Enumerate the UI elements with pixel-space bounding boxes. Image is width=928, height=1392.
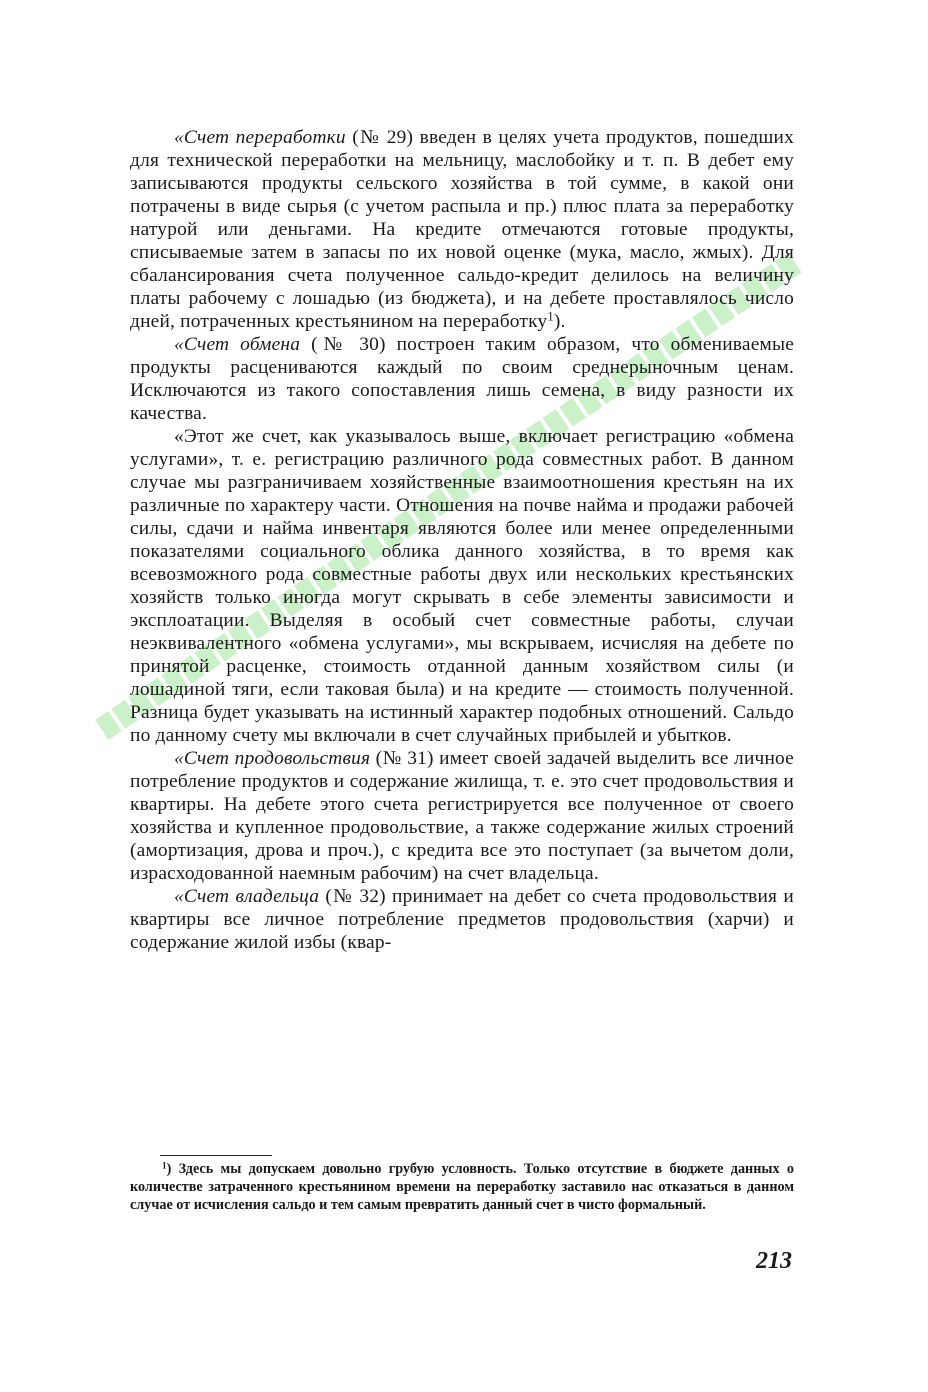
paragraph-text: (№ 32) принимает на дебет со счета продовольствия и квартиры все личное потребление предметов продовольствия (харчи) и содержание жилой избы (квар-: [130, 886, 794, 953]
paragraph-text: «Этот же счет, как указывалось выше, включает регистрацию «обмена услугами», т. е. регистрацию различного рода совместных работ. В данном случае мы разграничиваем хозяйственные взаимоотношения крестьян на их различные по характеру части. Отношения на почве найма и продажи рабочей силы, сдачи и найма инвентаря являются более или менее определенными показателями социального облика данного хозяйства, в то время как всевозможного рода совместные работы двух или нескольких крестьянских хозяйств только иногда могут скрывать в себе элементы зависимости и эксплоатации. Выделяя в особый счет совместные работы, случаи неэквивалентного «обмена услугами», мы вскрываем, исчисляя на дебете по принятой расценке, стоимость отданной данным хозяйством силы (и лошадиной тяги, если таковая была) и на кредите — стоимость полученной. Разница будет указывать на истинный характер подобных отношений. Сальдо по данному счету мы включали в счет случайных прибылей и убытков.: [130, 426, 794, 746]
account-title: «Счет переработки: [174, 127, 346, 148]
paragraph-tail: ).: [553, 311, 566, 332]
paragraph-food-account: [130, 747, 794, 885]
footnote-divider: [160, 1155, 272, 1156]
footnote-text: ) Здесь мы допускаем довольно грубую условность. Только отсутствие в бюджете данных о количестве затраченного крестьянином времени на переработку заставило нас отказаться в данном случае от исчисления сальдо и тем самым превратить данный счет в чисто формальный.: [130, 1161, 794, 1213]
account-title: «Счет обмена: [174, 334, 301, 355]
footnote-reference: 1: [547, 309, 554, 324]
account-title: «Счет владельца: [174, 886, 320, 907]
page-number: 213: [756, 1248, 792, 1274]
paragraph-owner-account: [130, 885, 794, 954]
paragraph-text: (№ 30) построен таким образом, что обмениваемые продукты расцениваются каждый по своим среднерыночным ценам. Исключаются из такого сопоставления лишь семена, в виду разности их качества.: [130, 334, 795, 424]
paragraph-text: (№ 31) имеет своей задачей выделить все личное потребление продуктов и содержание жилища, т. е. это счет продовольствия и квартиры. На дебете этого счета регистрируется все полученное от своего хозяйства и купленное продовольствие, а также содержание жилых строений (амортизация, дрова и проч.), с кредита все это поступает (за вычетом доли, израсходованной наемным рабочим) на счет владельца.: [130, 748, 794, 884]
footnote: [130, 1160, 794, 1214]
account-title: «Счет продовольствия: [174, 748, 371, 769]
paragraph-services-exchange: [130, 425, 794, 747]
paragraph-exchange-account: [130, 333, 794, 425]
footnote-mark: 1: [162, 1160, 167, 1171]
paragraph-text: (№ 29) введен в целях учета продуктов, пошедших для технической переработки на мельницу, маслобойку и т. п. В дебет ему записываются продукты сельского хозяйства в той сумме, в какой они потрачены в виде сырья (с учетом распыла и пр.) плюс плата за переработку натурой или деньгами. На кредите отмечаются готовые продукты, списываемые затем в запасы по их новой оценке (мука, масло, жмых). Для сбалансирования счета полученное сальдо-кредит делилось на величину платы рабочему с лошадью (из бюджета), и на дебете проставлялось число дней, потраченных крестьянином на переработку: [130, 127, 794, 332]
paragraph-processing-account: [130, 126, 794, 333]
body-text: [130, 126, 794, 954]
